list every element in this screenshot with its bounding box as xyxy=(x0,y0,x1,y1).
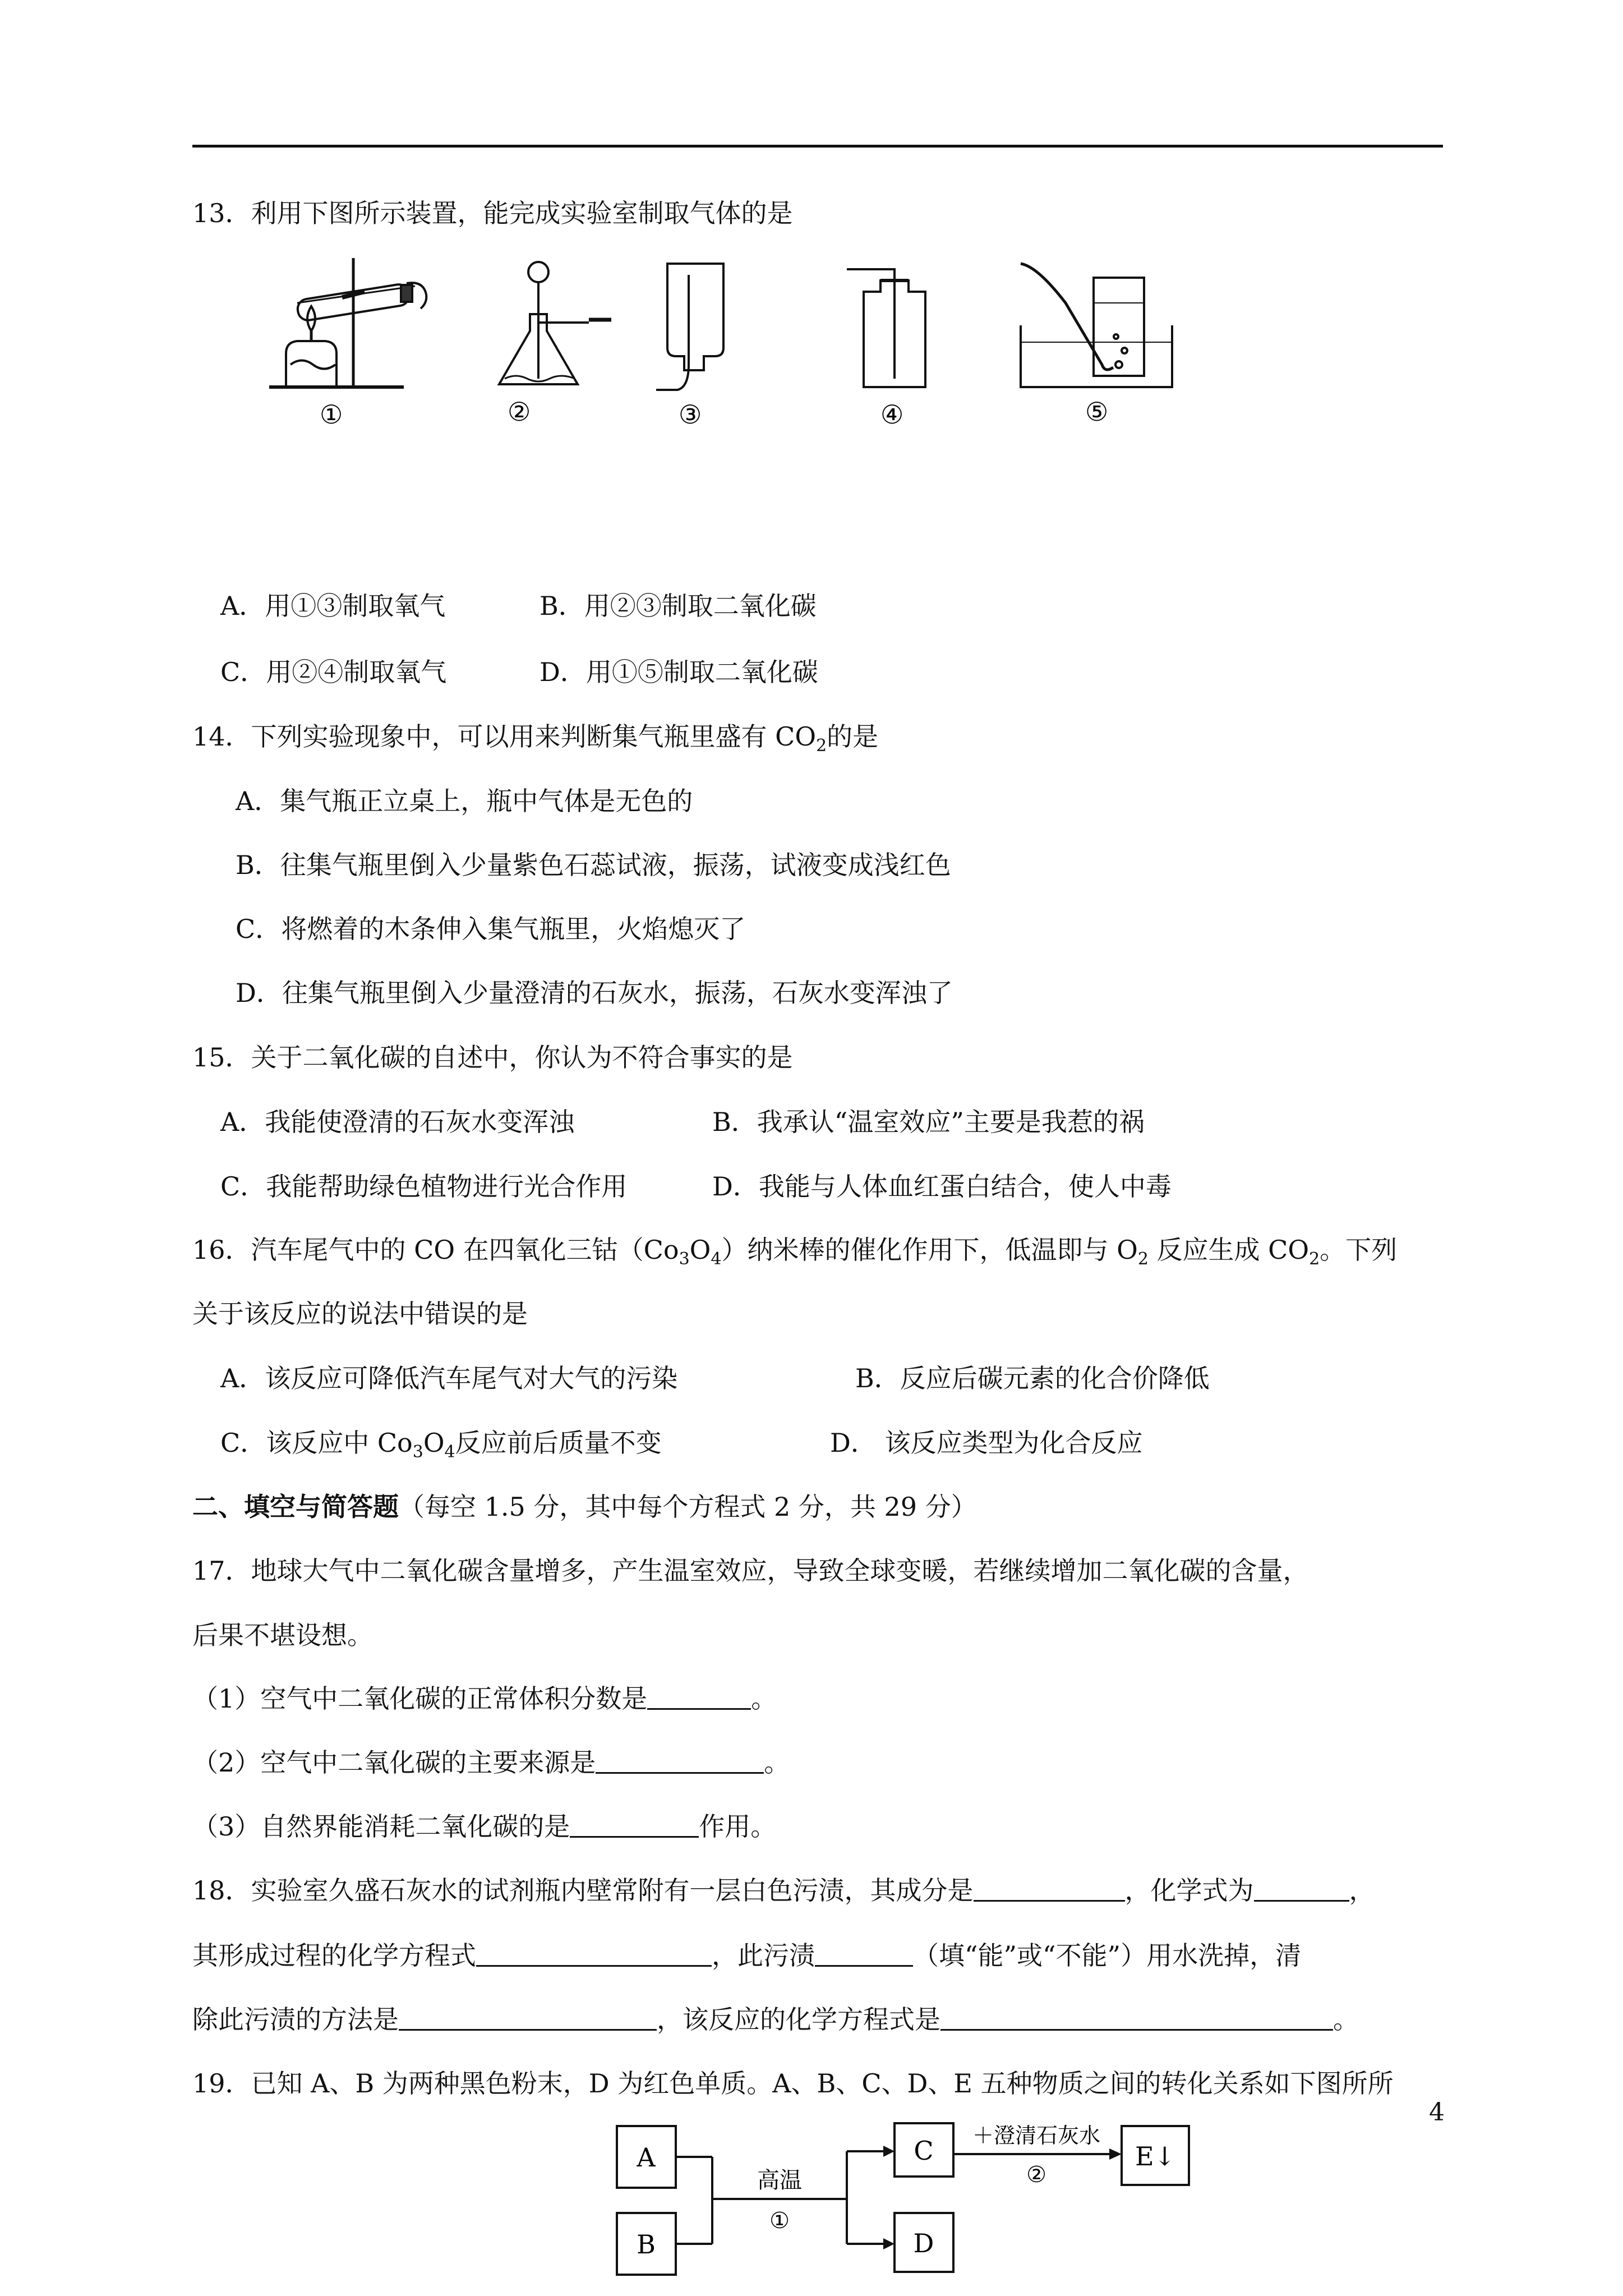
q14-option-c: C．将燃着的木条伸入集气瓶里，火焰熄灭了 xyxy=(236,914,746,944)
page-number: 4 xyxy=(1429,2098,1445,2127)
q16-option-a: A．该反应可降低汽车尾气对大气的污染 xyxy=(220,1363,678,1393)
box-e-label: E↓ xyxy=(1135,2141,1176,2171)
q13-stem: 13．利用下图所示装置，能完成实验室制取气体的是 xyxy=(192,198,793,228)
q14-stem: 14．下列实验现象中，可以用来判断集气瓶里盛有 $CO_2$的是 xyxy=(192,721,879,756)
q15-stem: 15．关于二氧化碳的自述中，你认为不符合事实的是 xyxy=(192,1042,793,1073)
q16-option-c: C．该反应中 $Co_3O_4$反应前后质量不变 xyxy=(220,1428,662,1462)
q18-line-3: 除此污渍的方法是 ，该反应的化学方程式是 。 xyxy=(192,2004,1359,2035)
q17-part-2: （2）空气中二氧化碳的主要来源是 。 xyxy=(192,1747,790,1778)
apparatus-2-label: ② xyxy=(508,397,531,427)
arrow1-number: ① xyxy=(769,2208,790,2234)
q19-reaction-flow-diagram xyxy=(606,2120,1234,2289)
q16-option-d: D． 该反应类型为化合反应 xyxy=(830,1428,1143,1458)
q15-option-a: A．我能使澄清的石灰水变浑浊 xyxy=(220,1107,575,1137)
answer-blank[interactable] xyxy=(940,2004,1333,2031)
q15-option-d: D．我能与人体血红蛋白结合，使人中毒 xyxy=(712,1171,1172,1202)
q17-stem-line2: 后果不堪设想。 xyxy=(192,1620,373,1650)
q13-option-c: C．用②④制取氧气 xyxy=(220,657,447,687)
q19-stem: 19．已知 A、B 为两种黑色粉末，D 为红色单质。A、B、C、D、E 五种物质之间的转化关系如下图所所 xyxy=(192,2068,1394,2099)
header-rule xyxy=(192,145,1443,148)
answer-blank[interactable] xyxy=(647,1683,751,1710)
q14-option-d: D．往集气瓶里倒入少量澄清的石灰水，振荡，石灰水变浑浊了 xyxy=(236,978,953,1008)
apparatus-5-label: ⑤ xyxy=(1085,397,1109,427)
q17-part-1: （1）空气中二氧化碳的正常体积分数是 。 xyxy=(192,1683,777,1714)
apparatus-1-label: ① xyxy=(320,399,343,430)
q17-stem: 17．地球大气中二氧化碳含量增多，产生温室效应，导致全球变暖，若继续增加二氧化碳的含量， xyxy=(192,1556,1309,1586)
q15-option-b: B．我承认“温室效应”主要是我惹的祸 xyxy=(712,1107,1145,1137)
box-b-label: B xyxy=(637,2229,656,2260)
q16-stem: 16．汽车尾气中的 CO 在四氧化三钴$(Co_3O_4)$纳米棒的催化作用下，低温即与 $O_2$ 反应生成 $CO_2$。下列 xyxy=(192,1235,1398,1269)
apparatus-2-flask-funnel-icon xyxy=(499,262,611,384)
box-d-label: D xyxy=(913,2228,934,2258)
q13-option-a: A．用①③制取氧气 xyxy=(220,591,446,621)
q17-part-3: （3）自然界能消耗二氧化碳的是 作用。 xyxy=(192,1811,777,1842)
section-2-heading: 二、填空与简答题（每空 1.5 分，其中每个方程式 2 分，共 29 分） xyxy=(192,1492,977,1522)
q14-option-b: B．往集气瓶里倒入少量紫色石蕊试液，振荡，试液变成浅红色 xyxy=(236,850,951,880)
answer-blank[interactable] xyxy=(476,1940,712,1967)
q13-option-d: D．用①⑤制取二氧化碳 xyxy=(540,657,818,687)
box-c-label: C xyxy=(914,2136,934,2166)
arrow2-reagent: ＋澄清石灰水 xyxy=(972,2123,1101,2148)
q14-option-a: A．集气瓶正立桌上，瓶中气体是无色的 xyxy=(236,786,693,816)
box-a-label: A xyxy=(637,2142,656,2173)
apparatus-5-water-trough-icon xyxy=(1021,264,1172,387)
answer-blank[interactable] xyxy=(399,2004,657,2031)
answer-blank[interactable] xyxy=(815,1940,913,1967)
apparatus-3-label: ③ xyxy=(679,399,702,430)
arrow2-number: ② xyxy=(1026,2162,1046,2188)
apparatus-4-gas-bottle-icon xyxy=(847,269,925,387)
apparatus-1-test-tube-heating-icon xyxy=(269,258,426,387)
answer-blank[interactable] xyxy=(974,1875,1125,1902)
q16-stem-line2: 关于该反应的说法中错误的是 xyxy=(192,1299,528,1329)
arrow1-condition: 高温 xyxy=(757,2168,802,2193)
q18-line-2: 其形成过程的化学方程式 ，此污渍 （填“能”或“不能”）用水洗掉，清 xyxy=(192,1940,1302,1971)
q13-option-b: B．用②③制取二氧化碳 xyxy=(540,591,817,621)
apparatus-3-inverted-bottle-icon xyxy=(656,264,723,390)
answer-blank[interactable] xyxy=(596,1747,764,1774)
q13-apparatus-figure xyxy=(264,252,1189,443)
q18-line-1: 18．实验室久盛石灰水的试剂瓶内壁常附有一层白色污渍，其成分是 ，化学式为 ， xyxy=(192,1875,1375,1906)
q15-option-c: C．我能帮助绿色植物进行光合作用 xyxy=(220,1171,628,1202)
answer-blank[interactable] xyxy=(570,1811,699,1838)
apparatus-4-label: ④ xyxy=(880,399,904,430)
answer-blank[interactable] xyxy=(1254,1875,1349,1902)
q16-option-b: B．反应后碳元素的化合价降低 xyxy=(855,1363,1210,1393)
